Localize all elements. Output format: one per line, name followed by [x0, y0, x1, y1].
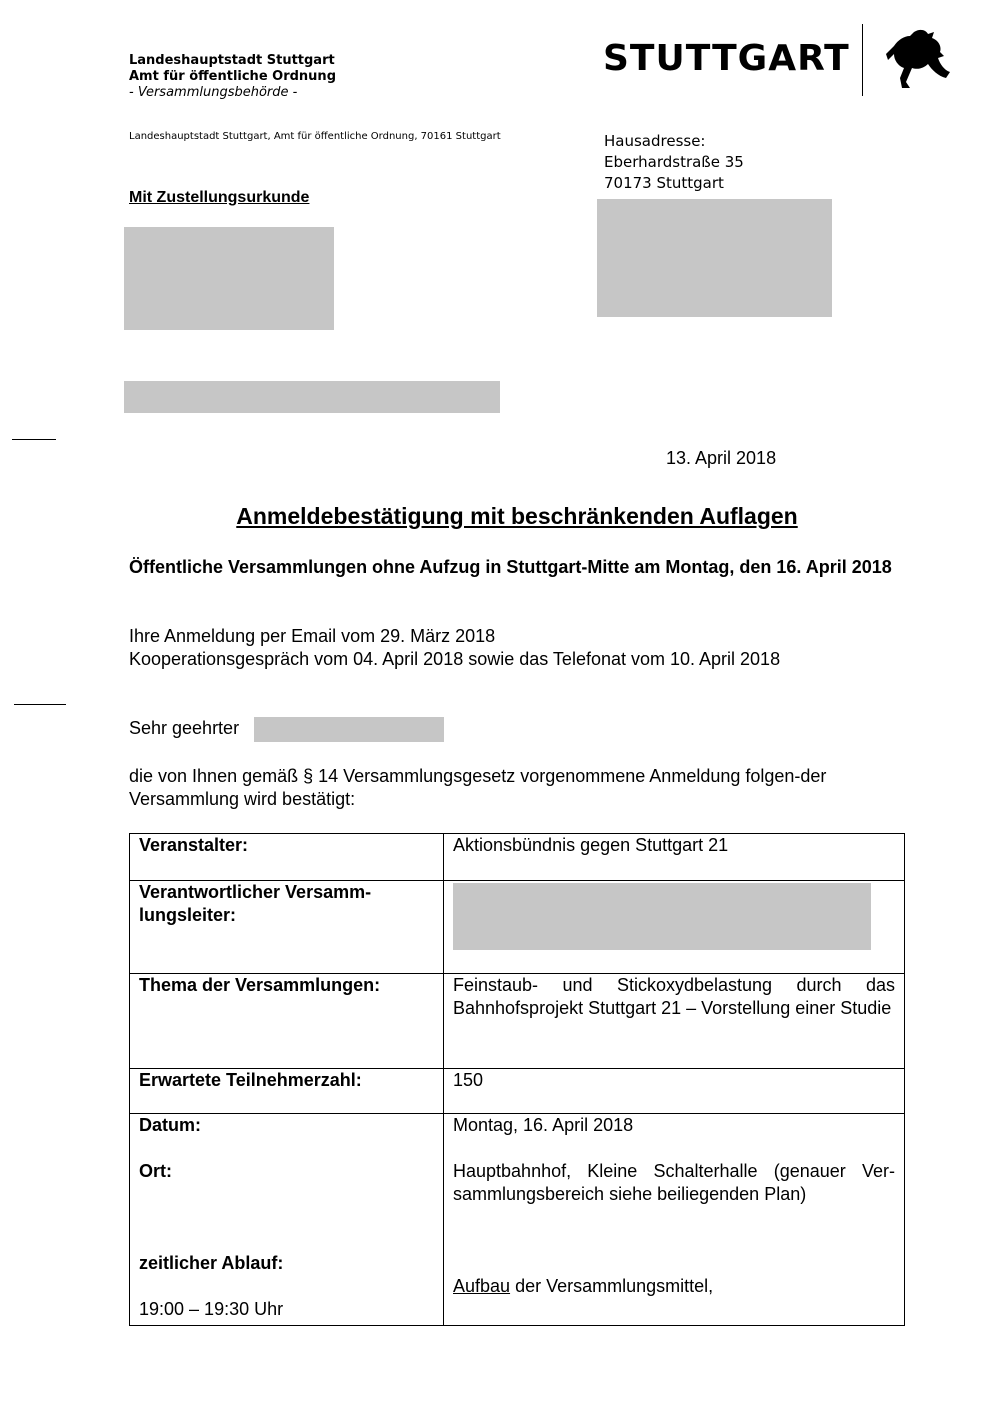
- reference-registration: Ihre Anmeldung per Email vom 29. März 2018: [129, 626, 496, 646]
- leader-label-line-1: Verantwortlicher Versamm-: [139, 882, 372, 902]
- organizer-label: Veranstalter:: [130, 834, 444, 881]
- participants-label: Erwartete Teilnehmerzahl:: [130, 1069, 444, 1114]
- sender-office: Amt für öffentliche Ordnung: [129, 69, 336, 84]
- letter-date: 13. April 2018: [666, 448, 777, 468]
- house-address-city: 70173 Stuttgart: [604, 174, 724, 192]
- topic-label: Thema der Versammlungen:: [130, 974, 444, 1069]
- schedule-values: [444, 1114, 905, 1326]
- schedule-item-1: [453, 1275, 895, 1298]
- sender-department: - Versammlungsbehörde -: [129, 85, 298, 100]
- letter-title: Anmeldebestätigung mit beschränkenden Auflagen: [236, 503, 798, 529]
- fold-mark-middle: [14, 704, 66, 705]
- schedule-item-1-rest: der Versammlungsmittel,: [510, 1276, 714, 1296]
- salutation: Sehr geehrter: [129, 718, 240, 738]
- participants-value: 150: [444, 1069, 905, 1114]
- fold-mark-top: [12, 439, 56, 440]
- leader-label-line-2: lungsleiter:: [139, 905, 237, 925]
- references: [129, 625, 780, 671]
- schedule-time-1: 19:00 – 19:30 Uhr: [139, 1299, 284, 1319]
- date-value: Montag, 16. April 2018: [453, 1115, 634, 1135]
- table-row: [130, 974, 905, 1069]
- schedule-label: zeitlicher Ablauf:: [139, 1253, 284, 1273]
- stuttgart-logo: STUTTGART: [603, 38, 850, 79]
- date-label: Datum:: [139, 1115, 201, 1135]
- table-row: [130, 881, 905, 974]
- table-row: [130, 834, 905, 881]
- redacted-recipient-name: [254, 717, 444, 742]
- horse-icon: [884, 26, 952, 92]
- redacted-recipient-address: [124, 227, 334, 330]
- logo-divider: [862, 24, 863, 96]
- letter-subject: Öffentliche Versammlungen ohne Aufzug in Stuttgart-Mitte am Montag, den 16. April 2018: [129, 557, 892, 577]
- return-address: Landeshauptstadt Stuttgart, Amt für öffentliche Ordnung, 70161 Stuttgart: [129, 131, 501, 142]
- place-value: Hauptbahnhof, Kleine Schalterhalle (genauer Ver-sammlungsbereich siehe beiliegenden Plan): [453, 1161, 895, 1204]
- table-row: [130, 1069, 905, 1114]
- topic-value: Feinstaub- und Stickoxydbelastung durch das Bahnhofsprojekt Stuttgart 21 – Vorstellung einer Studie: [444, 974, 905, 1069]
- reference-meeting: Kooperationsgespräch vom 04. April 2018 sowie das Telefonat vom 10. April 2018: [129, 649, 781, 669]
- table-row: [130, 1114, 905, 1326]
- schedule-labels: [130, 1114, 444, 1326]
- place-label: Ort:: [139, 1161, 172, 1181]
- house-address-label: Hausadresse:: [604, 132, 706, 150]
- house-address: [604, 131, 744, 194]
- redacted-contact-block: [597, 199, 832, 317]
- intro-text: die von Ihnen gemäß § 14 Versammlungsgesetz vorgenommene Anmeldung folgen-der Versammlung wird bestätigt:: [129, 766, 827, 809]
- house-address-street: Eberhardstraße 35: [604, 153, 744, 171]
- assembly-details-table: [129, 833, 905, 1326]
- leader-value: [444, 881, 905, 974]
- schedule-item-1-setup: Aufbau: [453, 1276, 511, 1296]
- sender-city: Landeshauptstadt Stuttgart: [129, 53, 335, 68]
- sender-block: [129, 53, 336, 101]
- organizer-value: Aktionsbündnis gegen Stuttgart 21: [444, 834, 905, 881]
- delivery-note: Mit Zustellungsurkunde: [129, 189, 310, 206]
- redacted-leader-name: [453, 883, 871, 950]
- redacted-reference-line: [124, 381, 500, 413]
- leader-label: [130, 881, 444, 974]
